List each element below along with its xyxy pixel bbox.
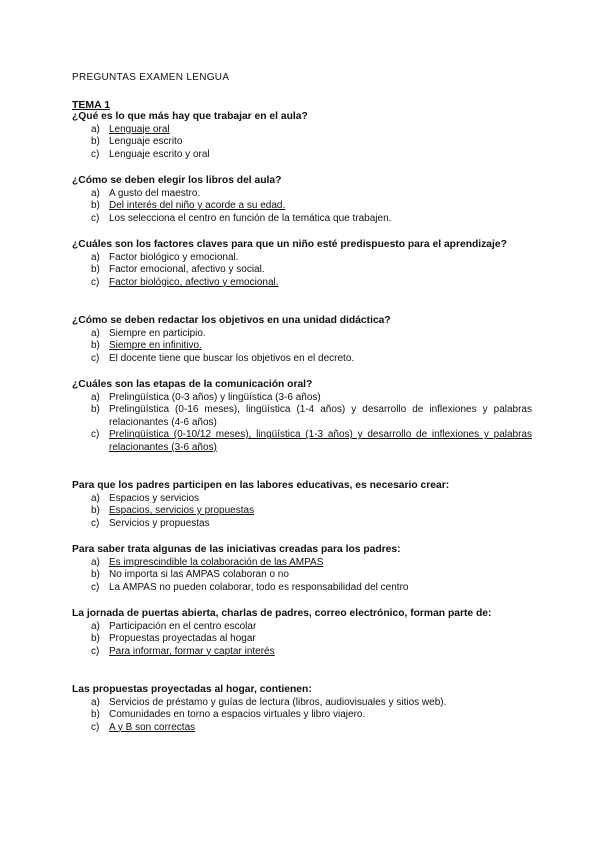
question-block xyxy=(72,379,532,455)
option-item xyxy=(72,353,532,366)
option-label: a) xyxy=(91,187,100,199)
correct-option xyxy=(72,340,532,353)
option-list xyxy=(72,328,532,366)
option-text: Prelingüística (0-10/12 meses), lingüística (1-3 años) y desarrollo de inflexiones y palabras relacionantes (3-6 años) xyxy=(109,429,532,453)
option-label: b) xyxy=(91,505,100,517)
correct-option xyxy=(72,200,532,213)
option-label: b) xyxy=(91,633,100,645)
option-text: Comunidades en torno a espacios virtuales y libro viajero. xyxy=(109,709,366,721)
option-item xyxy=(72,264,532,277)
option-item xyxy=(72,621,532,634)
question-text: Para saber trata algunas de las iniciativas creadas para los padres: xyxy=(72,544,401,555)
option-label: b) xyxy=(91,136,100,148)
question-block xyxy=(72,684,532,734)
option-item xyxy=(72,709,532,722)
correct-option xyxy=(72,277,532,290)
option-item xyxy=(72,404,532,429)
option-label: b) xyxy=(91,569,100,581)
option-text: Lenguaje escrito xyxy=(109,136,183,148)
option-text: Factor biológico, afectivo y emocional. xyxy=(109,276,279,288)
correct-option xyxy=(72,124,532,137)
option-label: b) xyxy=(91,340,100,352)
document-title: PREGUNTAS EXAMEN LENGUA xyxy=(72,72,230,83)
option-list xyxy=(72,392,532,455)
option-list xyxy=(72,557,532,595)
option-text: Factor emocional, afectivo y social. xyxy=(109,264,265,276)
question-block xyxy=(72,239,532,289)
option-label: a) xyxy=(91,620,100,632)
option-text: Servicios de préstamo y guías de lectura (libros, audiovisuales y sitios web). xyxy=(109,696,447,708)
option-item xyxy=(72,392,532,405)
option-item xyxy=(72,213,532,226)
question-text: Para que los padres participen en las labores educativas, es necesario crear: xyxy=(72,480,450,491)
option-text: La AMPAS no pueden colaborar, todo es responsabilidad del centro xyxy=(109,581,409,593)
option-item xyxy=(72,252,532,265)
option-list xyxy=(72,124,532,162)
option-list xyxy=(72,252,532,290)
question-block xyxy=(72,111,532,161)
question-block xyxy=(72,480,532,530)
option-text: Factor biológico y emocional. xyxy=(109,251,239,263)
option-label: c) xyxy=(91,212,100,224)
question-block xyxy=(72,315,532,365)
section-heading: TEMA 1 xyxy=(72,99,111,111)
option-label: c) xyxy=(91,148,100,160)
option-text: Prelingüística (0-16 meses), lingüística (1-4 años) y desarrollo de inflexiones y palabras relacionantes (4-6 años) xyxy=(109,404,532,428)
option-label: c) xyxy=(91,721,100,733)
option-text: Espacios, servicios y propuestas xyxy=(109,505,255,517)
option-label: b) xyxy=(91,709,100,721)
option-text: Lenguaje oral xyxy=(109,123,170,135)
option-item xyxy=(72,633,532,646)
question-text: Las propuestas proyectadas al hogar, contienen: xyxy=(72,684,312,695)
question-block xyxy=(72,608,532,658)
option-text: Prelingüística (0-3 años) y lingüística (3-6 años) xyxy=(109,391,321,403)
option-list xyxy=(72,621,532,659)
option-label: c) xyxy=(91,276,100,288)
option-item xyxy=(72,136,532,149)
option-text: Propuestas proyectadas al hogar xyxy=(109,633,256,645)
option-label: b) xyxy=(91,264,100,276)
option-item xyxy=(72,188,532,201)
option-item xyxy=(72,518,532,531)
question-text: ¿Cuáles son las etapas de la comunicación oral? xyxy=(72,379,313,390)
option-text: No importa si las AMPAS colaboran o no xyxy=(109,569,289,581)
option-label: c) xyxy=(91,517,100,529)
option-text: Los selecciona el centro en función de la temática que trabajen. xyxy=(109,212,392,224)
option-item xyxy=(72,697,532,710)
correct-option xyxy=(72,429,532,454)
question-text: ¿Cómo se deben redactar los objetivos en una unidad didáctica? xyxy=(72,315,391,326)
option-text: El docente tiene que buscar los objetivos en el decreto. xyxy=(109,352,355,364)
question-text: La jornada de puertas abierta, charlas de padres, correo electrónico, forman parte de: xyxy=(72,608,492,619)
correct-option xyxy=(72,722,532,735)
question-text: ¿Qué es lo que más hay que trabajar en el aula? xyxy=(72,111,308,122)
option-item xyxy=(72,149,532,162)
option-label: a) xyxy=(91,123,100,135)
option-label: a) xyxy=(91,327,100,339)
correct-option xyxy=(72,557,532,570)
option-text: A y B son correctas xyxy=(109,721,196,733)
option-text: Siempre en infinitivo. xyxy=(109,340,202,352)
option-label: b) xyxy=(91,200,100,212)
option-label: a) xyxy=(91,492,100,504)
question-block xyxy=(72,175,532,225)
option-label: b) xyxy=(91,404,100,416)
option-label: c) xyxy=(91,645,100,657)
option-text: A gusto del maestro. xyxy=(109,187,201,199)
option-text: Participación en el centro escolar xyxy=(109,620,257,632)
option-list xyxy=(72,697,532,735)
option-text: Espacios y servicios xyxy=(109,492,200,504)
option-label: a) xyxy=(91,391,100,403)
option-text: Siempre en participio. xyxy=(109,327,206,339)
option-item xyxy=(72,328,532,341)
option-label: c) xyxy=(91,352,100,364)
option-item xyxy=(72,582,532,595)
option-list xyxy=(72,493,532,531)
option-text: Es imprescindible la colaboración de las AMPAS xyxy=(109,556,324,568)
option-list xyxy=(72,188,532,226)
correct-option xyxy=(72,505,532,518)
option-text: Del interés del niño y acorde a su edad. xyxy=(109,200,286,212)
question-block xyxy=(72,544,532,594)
correct-option xyxy=(72,646,532,659)
question-text: ¿Cuáles son los factores claves para que un niño esté predispuesto para el aprendizaje? xyxy=(72,239,507,250)
question-text: ¿Cómo se deben elegir los libros del aula? xyxy=(72,175,282,186)
option-text: Para informar, formar y captar interés xyxy=(109,645,275,657)
option-text: Lenguaje escrito y oral xyxy=(109,148,210,160)
option-label: a) xyxy=(91,696,100,708)
option-label: a) xyxy=(91,556,100,568)
option-label: a) xyxy=(91,251,100,263)
option-text: Servicios y propuestas xyxy=(109,517,210,529)
option-item xyxy=(72,569,532,582)
option-item xyxy=(72,493,532,506)
option-label: c) xyxy=(91,429,100,441)
option-label: c) xyxy=(91,581,100,593)
